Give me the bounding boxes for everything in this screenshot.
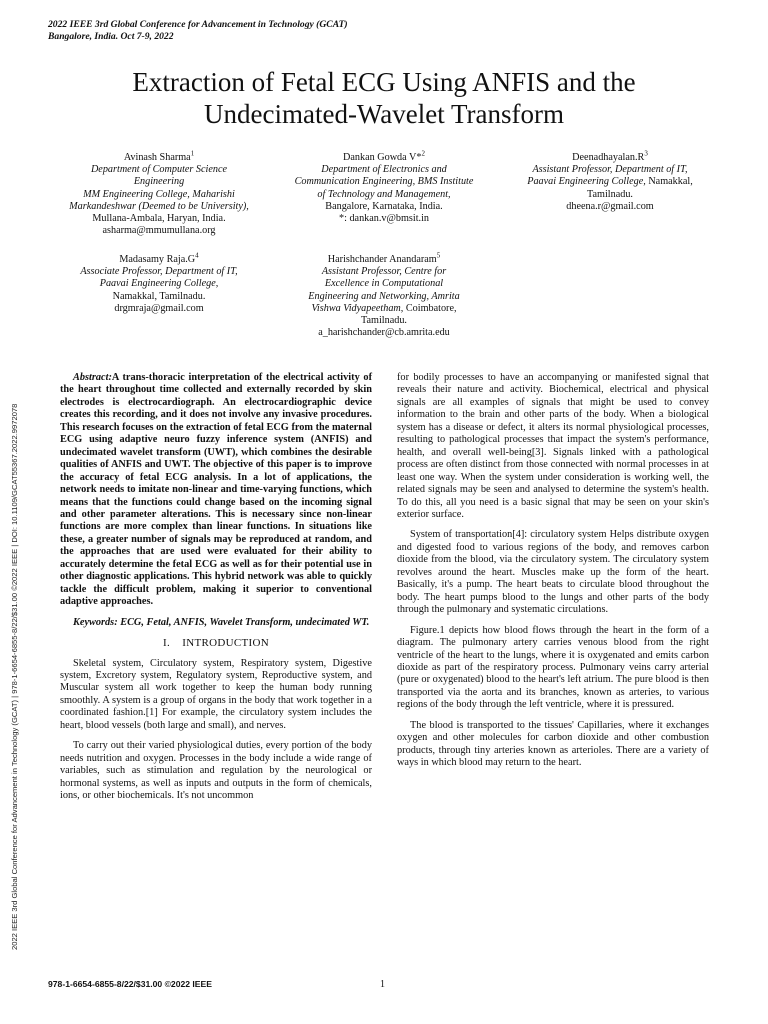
title-line-2: Undecimated-Wavelet Transform xyxy=(204,99,564,129)
author-name: Harishchander Anandaram$^5$ xyxy=(327,251,441,265)
author-name: $Deenadhayalan.R^3$ xyxy=(572,149,648,163)
author-email[interactable]: *: dankan.v@bmsit.in xyxy=(338,213,430,225)
author-affiliation: Engineering xyxy=(133,176,185,188)
conference-name: 2022 IEEE 3rd Global Conference for Advancement in Technology (GCAT) xyxy=(48,19,348,30)
author-affiliation: Markandeshwar (Deemed to be University), xyxy=(69,200,249,212)
paragraph: To carry out their varied physiological duties, every portion of the body needs nutrition and oxygen. Processes in the body include a wide range of variables, such as stimulation and regulation by the neurological or hormonal systems, as well as inputs and outputs in the form of chemicals, ions, or other biochemicals. It's not uncommon xyxy=(60,740,372,802)
author-location: Mullana-Ambala, Haryan, India. xyxy=(92,213,226,225)
conference-location: Bangalore, India. Oct 7-9, 2022 xyxy=(48,30,174,42)
title-line-1: Extraction of Fetal ECG Using ANFIS and the xyxy=(132,67,636,97)
author-affiliation: Assistant Professor, Department of IT, xyxy=(532,164,688,176)
author-location: Tamilnadu. xyxy=(361,315,407,327)
author-affiliation: Paavai Engineering College, Namakkal, xyxy=(527,176,693,188)
paragraph: for bodily processes to have an accompanying or manifested signal that reveals their nature and activity. Biochemical, electrical and physical signals are all examples of signals that might be used to convey information to the brain and other parts of the body. When a biological system has a disease or defect, it alters its normal physiological processes, resulting to pathological processes that impact the system's performance, health, and overall well-being[3]. Signals linked with a pathological process are often distinct from those connected with normal processes in at least one way. When the system under consideration is working well, the related signals may be seen and analysed to determine the system's health. To do this, all you need is a basic signal that may be seen on your skin's exterior surface. xyxy=(397,372,709,520)
author-email[interactable]: a_harishchander@cb.amrita.edu xyxy=(318,327,450,339)
keywords-label: Keywords: xyxy=(73,616,118,628)
side-doi-text: 2022 IEEE 3rd Global Conference for Advancement in Technology (GCAT) | 978-1-6654-6855-8/22/$31.00 ©2022 IEEE | DOI: 10.1109/GCAT55367.2022.9972078 xyxy=(10,403,19,950)
keywords xyxy=(60,617,372,629)
conference-header xyxy=(48,19,348,42)
author-affiliation: Department of Computer Science xyxy=(90,164,228,176)
footer-copyright: 978-1-6654-6855-8/22/$31.00 ©2022 IEEE xyxy=(48,979,213,989)
author-name: Madasamy $Raja.G^4$ xyxy=(119,251,199,265)
abstract-label: Abstract: xyxy=(73,372,112,383)
author-affiliation: Communication Engineering, BMS Institute xyxy=(294,176,474,188)
author-affiliation: of Technology and Management, xyxy=(317,188,451,200)
author-email[interactable]: asharma@mmumullana.org xyxy=(102,225,216,237)
author-name: Avinash Sharma$^1$ xyxy=(123,149,195,163)
section-title: INTRODUCTION xyxy=(182,637,269,650)
keywords-text: ECG, Fetal, ANFIS, Wavelet Transform, undecimated WT. xyxy=(117,616,370,628)
page-number: 1 xyxy=(380,979,385,990)
author-block-1 xyxy=(48,149,270,237)
author-block-3 xyxy=(500,149,720,213)
paragraph: System of transportation[4]: circulatory system Helps distribute oxygen and digested food to various regions of the body, and removes carbon dioxide from the blood, via the circulatory system. The circulatory system revolves around the heart. Muscles make up the form of the heart. Basically, it's a pump. The heart beats to circulate blood throughout the body. The heart pumps blood to the lungs and other parts of the body through the pulmonary and systematic circulations. xyxy=(397,529,709,616)
paragraph: The blood is transported to the tissues' Capillaries, where it exchanges oxygen and other molecules for carbon dioxide and other combustion products, through tiny arteries known as arterioles. There are a variety of ways in which blood may return to the heart. xyxy=(397,719,709,769)
author-name: Dankan Gowda V*$^2$ xyxy=(343,149,425,163)
paper-title xyxy=(30,66,738,130)
author-email[interactable]: drgmraja@gmail.com xyxy=(114,302,204,314)
author-affiliation: Department of Electronics and xyxy=(321,164,447,176)
author-affiliation: Associate Professor, Department of IT, xyxy=(80,266,238,278)
paragraph: Skeletal system, Circulatory system, Respiratory system, Digestive system, Excretory system, Regulatory system, Reproductive system, and Muscular system all work together to keep the human body running smoothly. A system is a group of organs in the body that work together in a coordinated fashion.[1] For example, the circulatory system includes the heart, blood vessels (both large and small), and nerves. xyxy=(60,657,372,731)
left-column xyxy=(60,372,372,811)
abstract-text: A trans-thoracic interpretation of the electrical activity of the heart throughout time collected and externally recorded by skin electrodes is electrocardiograph. An electrocardiographic device creates this recording, and it does not involve any invasive procedures. This research focuses on the extraction of fetal ECG from the maternal ECG using adaptive neuro fuzzy inference system (ANFIS) and undecimated wavelet transform (UWT), which combines the desirable qualities of ANFIS and UWT. The objective of this paper is to improve the accuracy of fetal ECG analysis. In a lot of applications, the network needs to imitate non-linear and time-varying functions, which means that the functions could change based on the incoming signal and other parameter alterations. This is necessary since non-linear functions are more complex than linear functions. In situations like these, a greater number of signals may be reproduced at random, and the approaches that are used were evaluated for their ability to accurately determine the fetal ECG as well as for their potential use in other diagnostic applications. This hybrid network was able to quickly tackle the difficult problem, making it superior to conventional adaptive approaches. xyxy=(60,372,372,608)
abstract xyxy=(60,372,372,609)
section-number: I. xyxy=(163,637,171,650)
author-location: Bangalore, Karnataka, India. xyxy=(325,200,443,212)
right-column xyxy=(397,372,709,778)
author-affiliation: Engineering and Networking, Amrita xyxy=(308,290,460,302)
author-email[interactable]: dheena.r@gmail.com xyxy=(566,200,654,212)
paragraph: Figure.1 depicts how blood flows through the heart in the form of a diagram. The pulmonary artery carries venous blood from the right ventricle of the heart to the lungs, where it is oxygenated and emits carbon dioxide as part of the respiratory process. Pulmonary veins carry arterial (pure or oxygenated) blood to the heart's left atrium. The pure blood is then transported via the aorta and its branches, known as arteries, to various regions of the body through the left ventricle, where it is pressured. xyxy=(397,624,709,711)
author-location: Namakkal, Tamilnadu. xyxy=(112,290,206,302)
author-block-2 xyxy=(272,149,496,225)
section-heading-introduction xyxy=(60,637,372,649)
author-location: Tamilnadu. xyxy=(587,188,633,200)
author-block-4 xyxy=(48,251,270,315)
author-block-5 xyxy=(272,251,496,339)
author-affiliation: Paavai Engineering College, xyxy=(99,278,219,290)
author-affiliation: Excellence in Computational xyxy=(324,278,444,290)
author-affiliation: Vishwa Vidyapeetham, Coimbatore, xyxy=(311,302,457,314)
author-affiliation: Assistant Professor, Centre for xyxy=(321,266,447,278)
author-affiliation: MM Engineering College, Maharishi xyxy=(83,188,235,200)
